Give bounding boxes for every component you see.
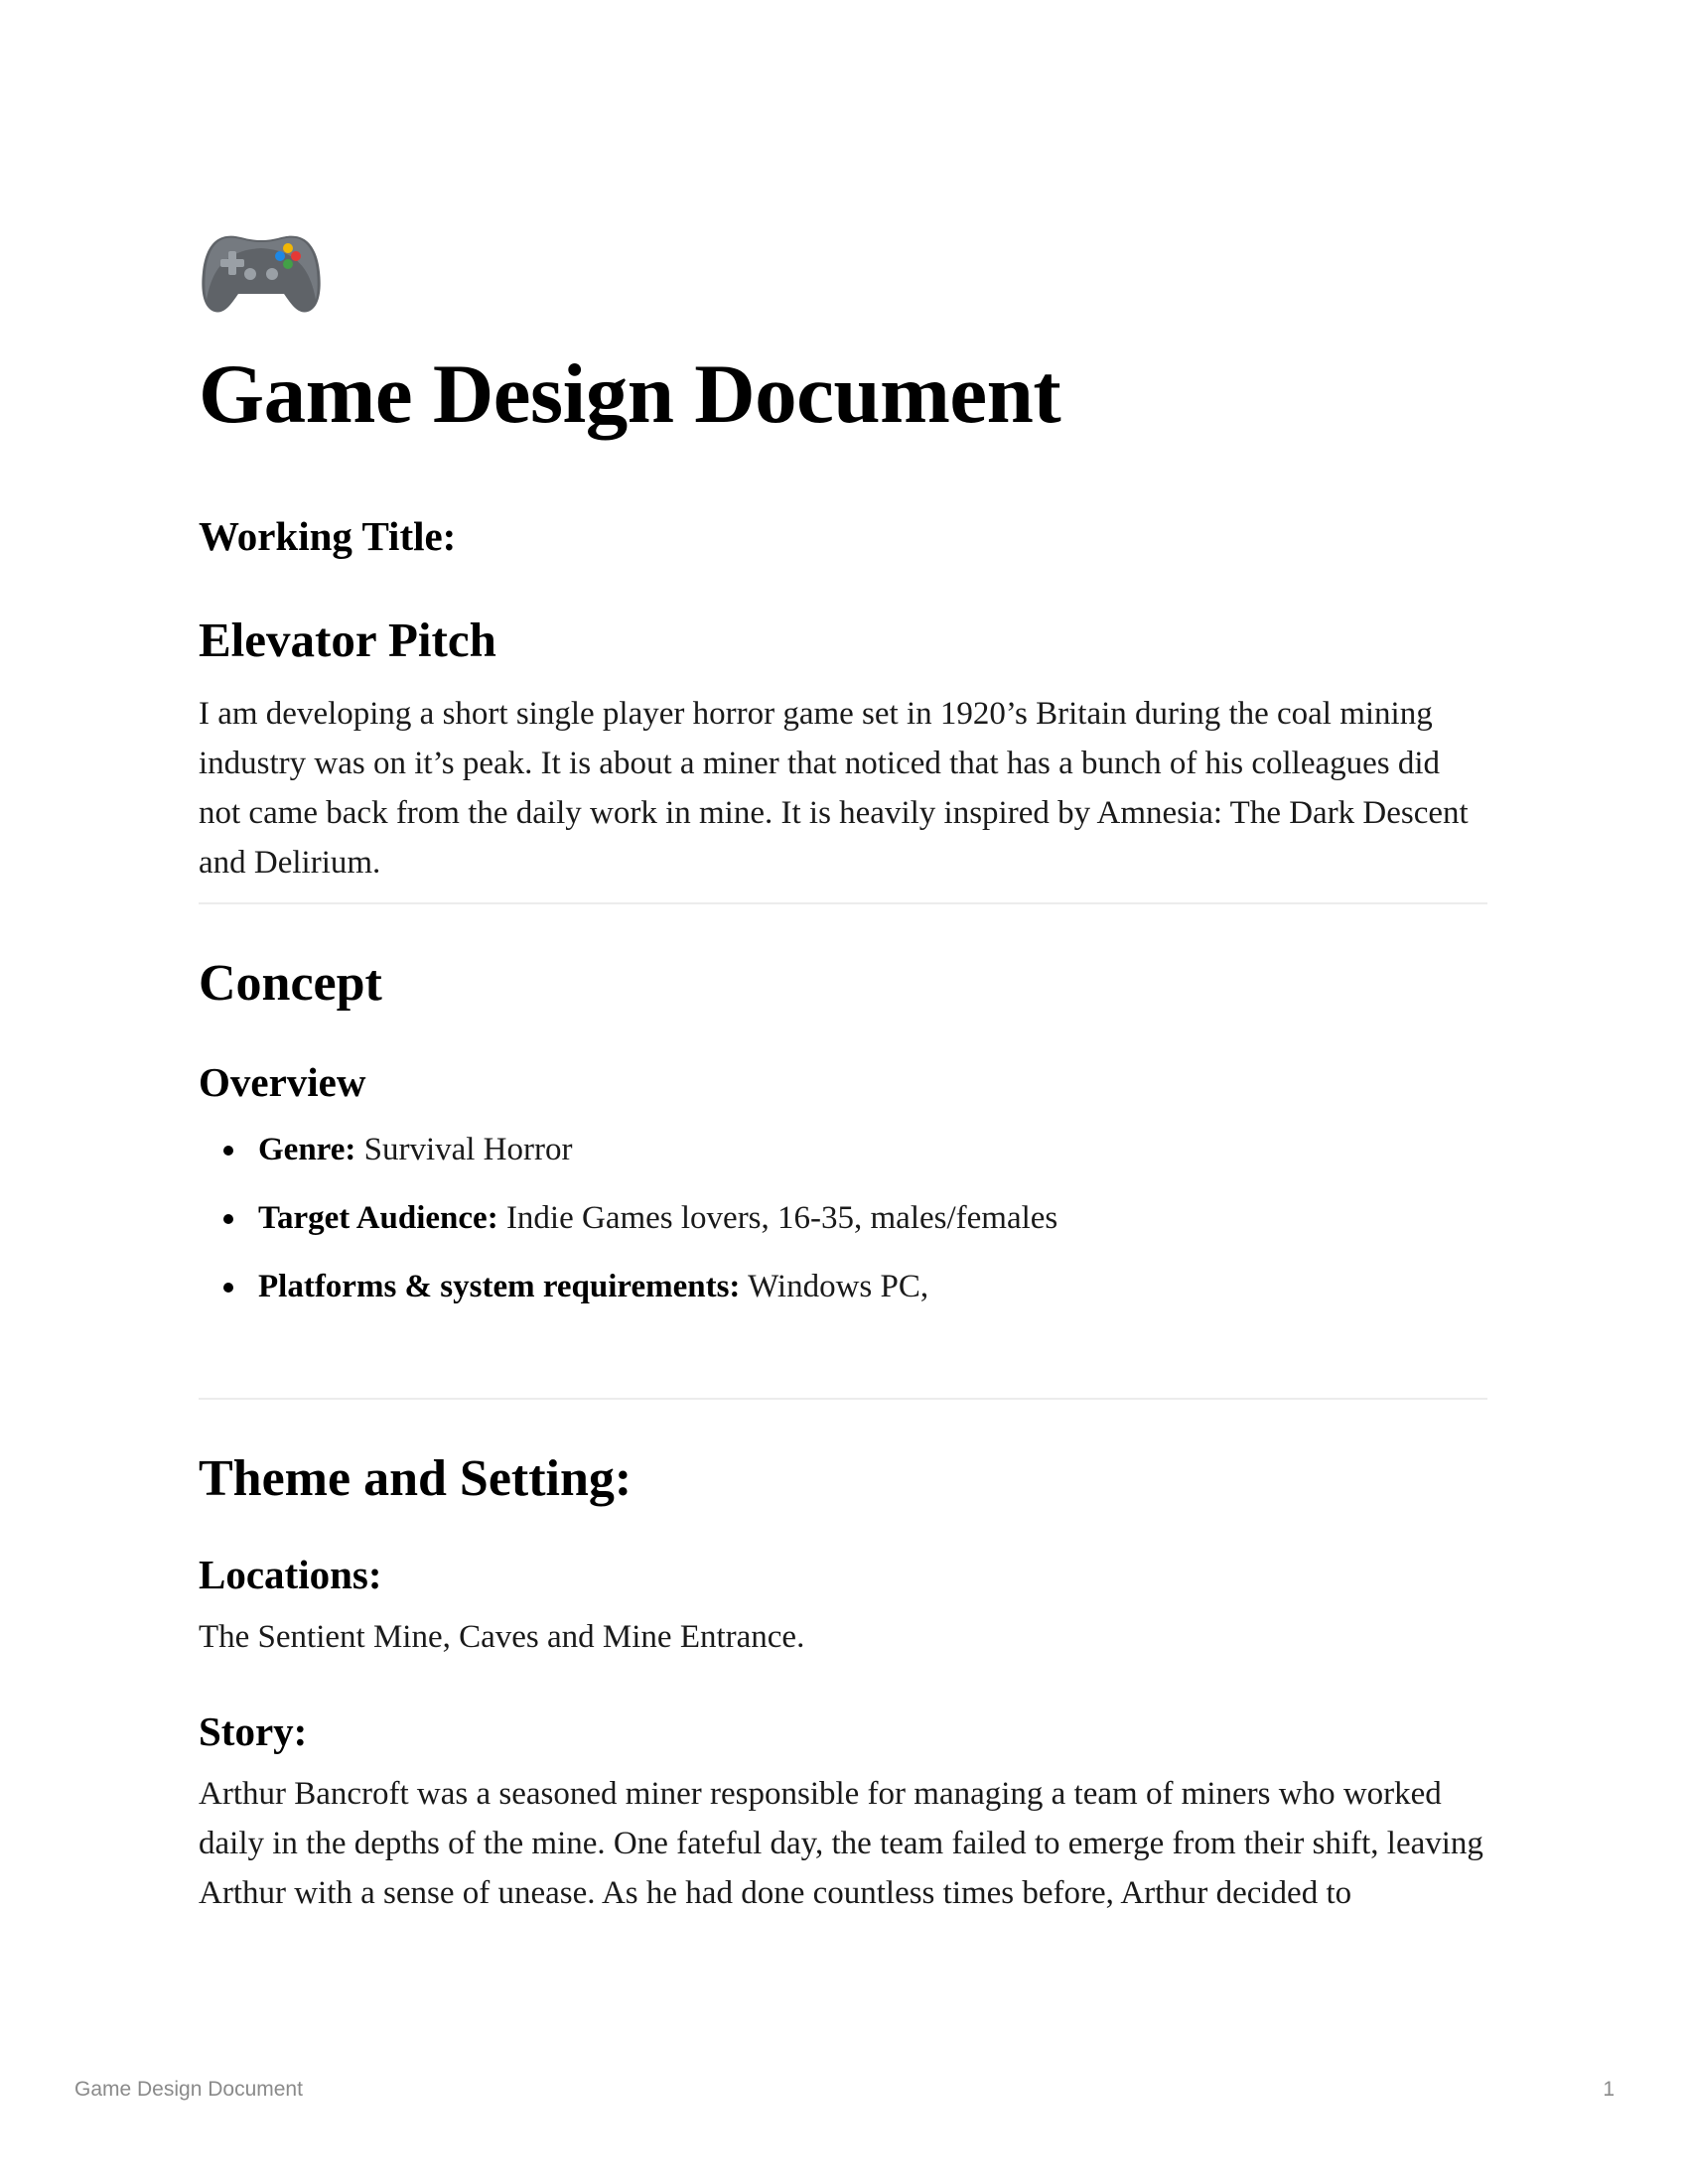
section-divider <box>199 902 1487 904</box>
list-item-value: Indie Games lovers, 16-35, males/females <box>505 1200 1058 1236</box>
elevator-pitch-heading: Elevator Pitch <box>199 613 496 667</box>
concept-heading: Concept <box>199 955 382 1012</box>
story-heading: Story: <box>199 1708 308 1754</box>
bullet-icon <box>223 1214 233 1224</box>
list-item-label: Target Audience: <box>258 1200 498 1236</box>
bullet-icon <box>223 1146 233 1156</box>
list-item-value: Survival Horror <box>363 1132 573 1167</box>
locations-heading: Locations: <box>199 1552 382 1597</box>
list-item-label: Genre: <box>258 1132 356 1167</box>
list-item <box>199 1130 1057 1169</box>
overview-list <box>199 1130 1057 1306</box>
list-item <box>199 1267 1057 1306</box>
list-item-value: Windows PC, <box>748 1269 929 1304</box>
locations-text: The Sentient Mine, Caves and Mine Entrance. <box>199 1619 805 1655</box>
bullet-icon <box>223 1283 233 1293</box>
theme-setting-heading: Theme and Setting: <box>199 1450 633 1507</box>
overview-heading: Overview <box>199 1059 366 1105</box>
list-item-label: Platforms & system requirements: <box>258 1269 741 1304</box>
page-title: Game Design Document <box>199 347 1061 441</box>
footer-doc-name: Game Design Document <box>74 2078 303 2101</box>
story-text: Arthur Bancroft was a seasoned miner responsible for managing a team of miners who worked daily in the depths of the mine. One fateful day, the team failed to emerge from their shift, leaving Arthur with a sense of unease. As he had done countless times before, Arthur decided to <box>199 1776 1483 1911</box>
list-item <box>199 1198 1057 1238</box>
section-divider <box>199 1398 1487 1400</box>
footer-page-number: 1 <box>1603 2078 1615 2101</box>
game-controller-icon <box>199 226 324 316</box>
elevator-pitch-text: I am developing a short single player horror game set in 1920’s Britain during the coal mining industry was on it’s peak. It is about a miner that noticed that has a bunch of his colleagues did not came back from the daily work in mine. It is heavily inspired by Amnesia: The Dark Descent and Delirium. <box>199 696 1469 881</box>
working-title-label: Working Title: <box>199 513 457 559</box>
